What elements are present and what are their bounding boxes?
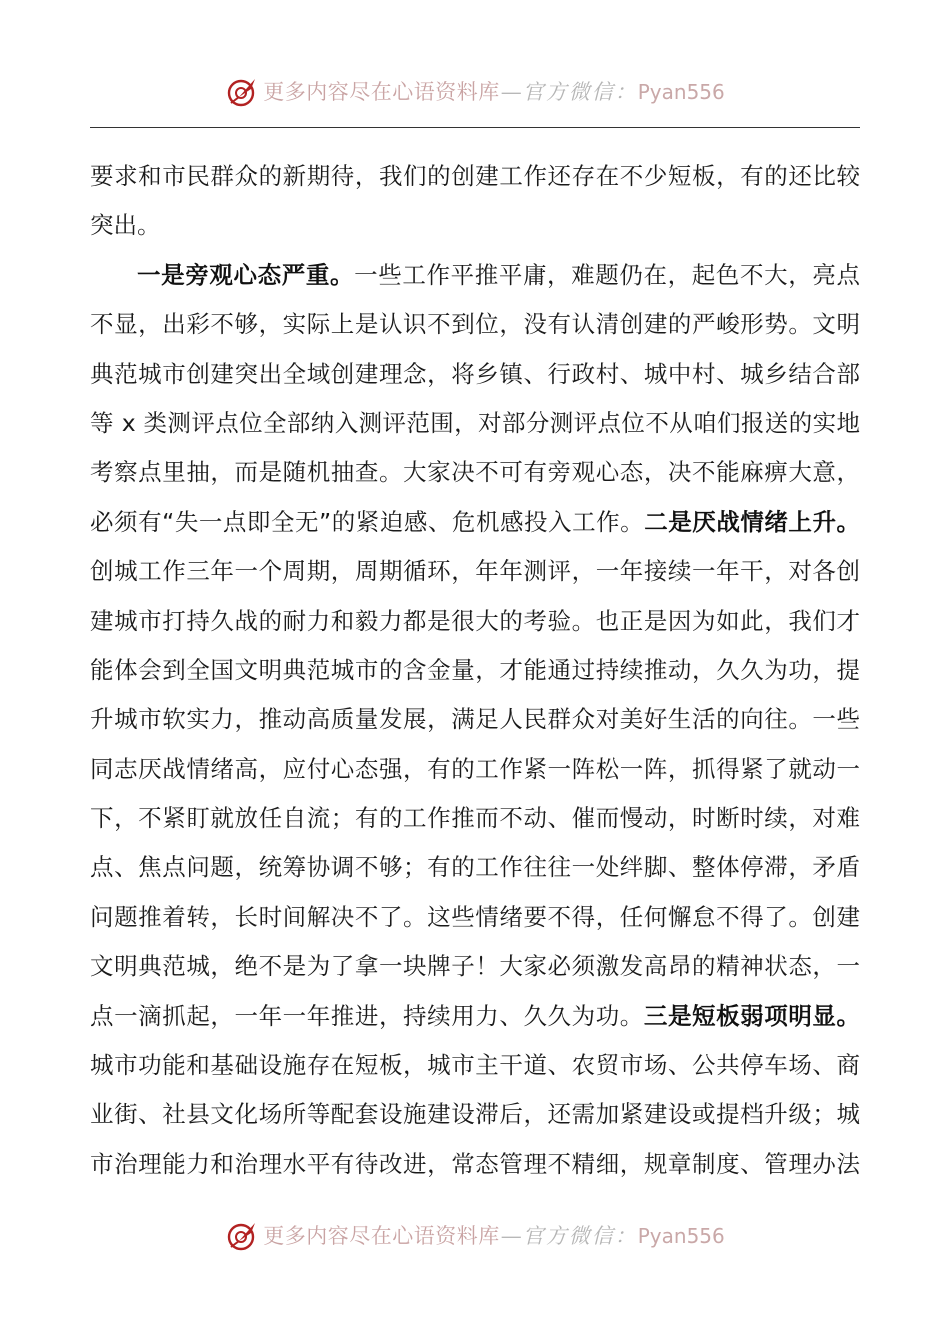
text-line: 要求和市民群众的新期待，我们的创建工作还存在不少短板，有的还比较 (90, 162, 860, 190)
text-line: 文明典范城，绝不是为了拿一块牌子！大家必须激发高昂的精神状态，一 (90, 952, 860, 981)
banner-dash: — (500, 79, 522, 104)
banner-wechat-label: 官方微信： (522, 1223, 638, 1248)
text-line: 一是旁观心态严重。一些工作平推平庸，难题仍在，起色不大，亮点 (137, 260, 861, 289)
text-line: 考察点里抽，而是随机抽查。大家决不可有旁观心态，决不能麻痹大意， (90, 458, 860, 487)
document-body (90, 152, 860, 1189)
text-line: 建城市打持久战的耐力和毅力都是很大的考验。也正是因为如此，我们才 (90, 606, 860, 635)
text-line: 必须有“失一点即全无”的紧迫感、危机感投入工作。二是厌战情绪上升。 (90, 507, 861, 536)
text-line: 能体会到全国文明典范城市的含金量，才能通过持续推动，久久为功，提 (90, 655, 860, 684)
header-banner (0, 70, 950, 114)
banner-slogan: 更多内容尽在心语资料库 (263, 79, 500, 104)
text-line: 同志厌战情绪高，应付心态强，有的工作紧一阵松一阵，抓得紧了就动一 (90, 754, 860, 783)
quill-logo-icon (225, 75, 259, 109)
text-line: 不显，出彩不够，实际上是认识不到位，没有认清创建的严峻形势。文明 (90, 310, 860, 339)
text-line: 突出。 (90, 211, 161, 240)
banner-wechat-id: Pyan556 (637, 1224, 725, 1248)
text-line: 业街、社县文化场所等配套设施建设滞后，还需加紧建设或提档升级；城 (90, 1100, 860, 1129)
text-line: 典范城市创建突出全域创建理念，将乡镇、行政村、城中村、城乡结合部 (90, 359, 860, 388)
heading-2: 二是厌战情绪上升。 (644, 507, 861, 536)
text-line: 下，不紧盯就放任自流；有的工作推而不动、催而慢动，时断时续，对难 (90, 804, 860, 833)
text-line: 创城工作三年一个周期，周期循环，年年测评，一年接续一年干，对各创 (90, 557, 860, 586)
banner-slogan: 更多内容尽在心语资料库 (263, 1223, 500, 1248)
text-line: 城市功能和基础设施存在短板，城市主干道、农贸市场、公共停车场、商 (90, 1051, 860, 1080)
footer-banner (0, 1214, 950, 1258)
text-line: 市治理能力和治理水平有待改进，常态管理不精细，规章制度、管理办法 (90, 1149, 860, 1178)
heading-3: 三是短板弱项明显。 (643, 1001, 861, 1030)
text-line: 点一滴抓起，一年一年推进，持续用力、久久为功。三是短板弱项明显。 (90, 1001, 861, 1030)
text-line: 等 x 类测评点位全部纳入测评范围，对部分测评点位不从咱们报送的实地 (90, 408, 860, 437)
banner-wechat-id: Pyan556 (637, 80, 725, 104)
heading-1: 一是旁观心态严重。 (137, 260, 355, 289)
text-line: 升城市软实力，推动高质量发展，满足人民群众对美好生活的向往。一些 (90, 705, 860, 734)
text-line: 点、焦点问题，统筹协调不够；有的工作往往一处绊脚、整体停滞，矛盾 (90, 853, 860, 882)
banner-dash: — (500, 1223, 522, 1248)
text-line: 问题推着转，长时间解决不了。这些情绪要不得，任何懈怠不得了。创建 (90, 902, 860, 931)
banner-wechat-label: 官方微信： (522, 79, 638, 104)
header-divider (90, 127, 860, 128)
quill-logo-icon (225, 1219, 259, 1253)
